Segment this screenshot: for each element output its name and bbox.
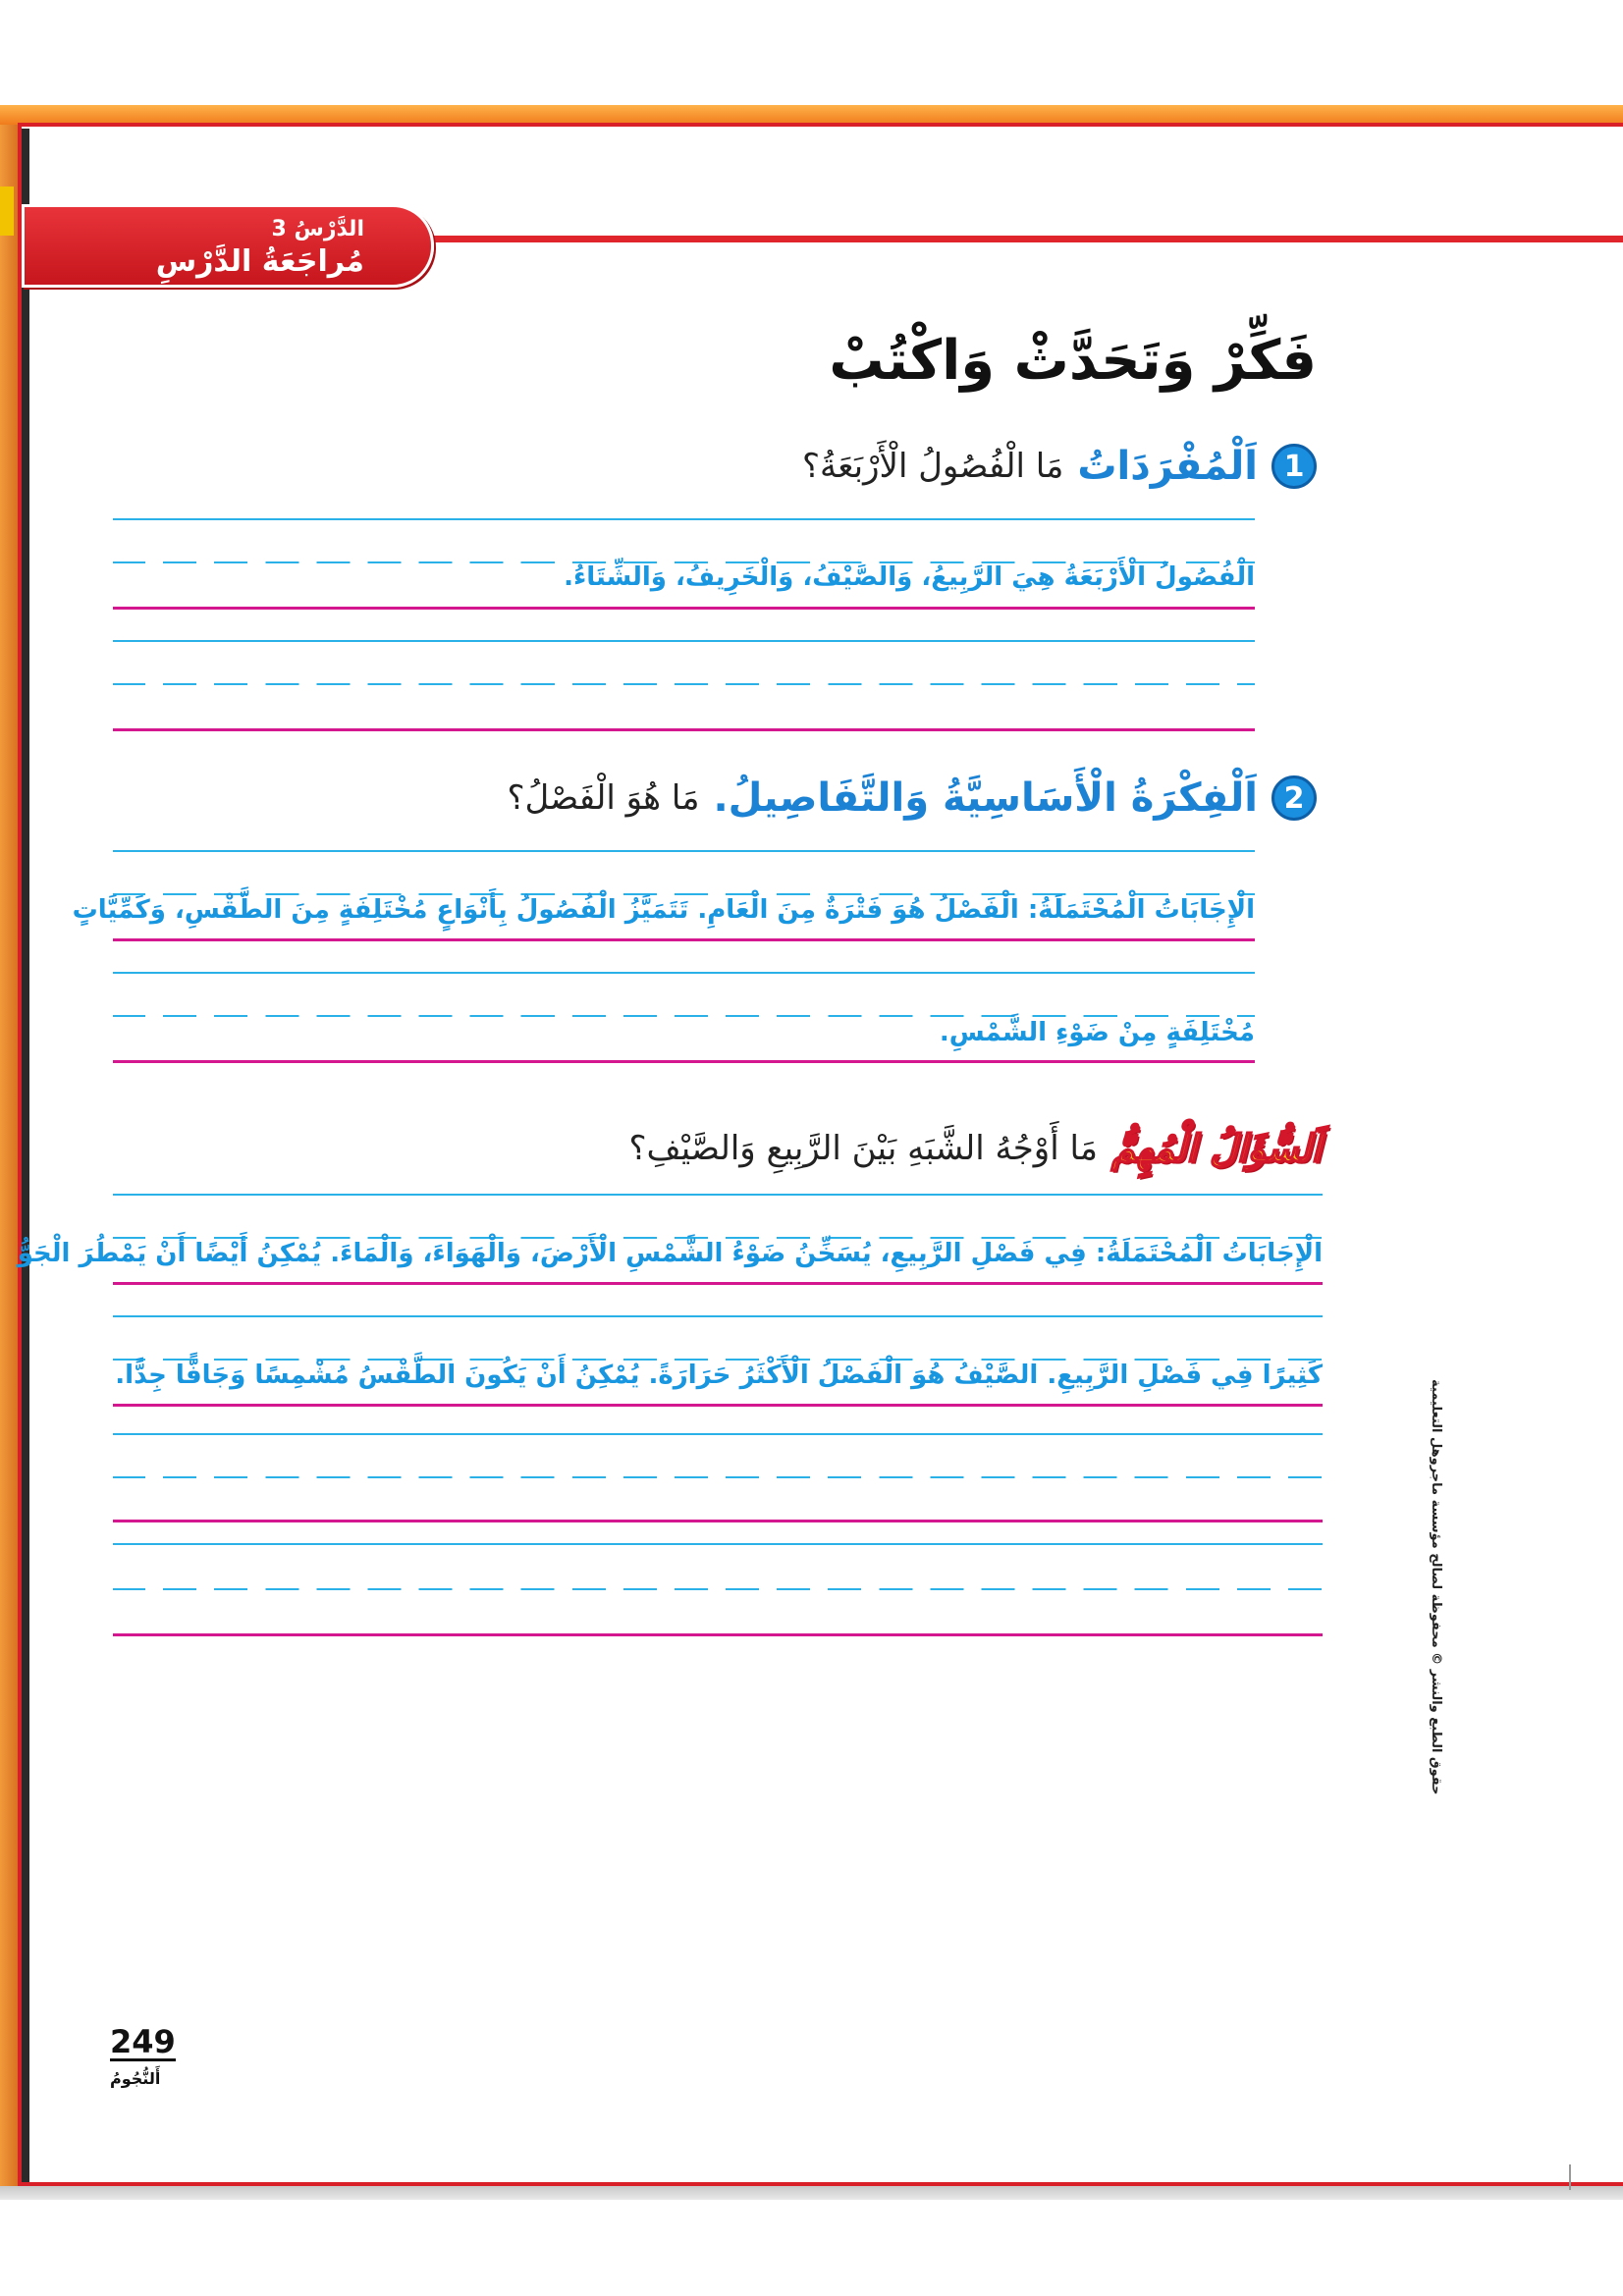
essential-question-badge: اَلسُّؤَالُ الْمُهِمُّ: [1111, 1127, 1322, 1170]
writing-line-mid: [113, 1476, 1323, 1478]
writing-line-top: [113, 1315, 1323, 1317]
header-rule: [412, 236, 1623, 242]
lesson-review-title: مُراجَعَةُ الدَّرْسِ: [155, 244, 364, 279]
question-text: مَا أَوْجُهُ الشَّبَهِ بَيْنَ الرَّبِيعِ وَالصَّيْفِ؟: [628, 1129, 1099, 1168]
essential-question: [628, 1127, 1322, 1170]
question-text: مَا هُوَ الْفَصْلُ؟: [507, 778, 700, 818]
page-top-border: [0, 105, 1623, 125]
question-label: اَلْمُفْرَدَاتُ: [1077, 444, 1258, 489]
unit-topic: أَلنُّجُومُ: [110, 2069, 161, 2088]
answer-text: الْفُصُولُ الْأَرْبَعَةُ هِيَ الرَّبِيعُ، وَالصَّيْفُ، وَالْخَرِيفُ، وَالشِّتَاءُ.: [564, 562, 1255, 592]
writing-line-base: [113, 607, 1255, 610]
lesson-number: الدَّرْسُ 3: [271, 217, 364, 241]
writing-line-mid: [113, 1588, 1323, 1590]
answer-text: مُخْتَلِفَةٍ مِنْ ضَوْءِ الشَّمْسِ.: [939, 1018, 1255, 1047]
question-2: [508, 775, 1317, 821]
writing-line-mid: [113, 683, 1255, 685]
writing-line-top: [113, 1543, 1323, 1545]
writing-line-base: [113, 1282, 1323, 1285]
divider: [1569, 2164, 1571, 2190]
writing-line-top: [113, 640, 1255, 642]
question-1: [802, 444, 1317, 489]
question-number-badge: 1: [1271, 444, 1317, 489]
writing-line-top: [113, 518, 1255, 520]
side-tab-marker: [0, 187, 14, 236]
question-label: اَلْفِكْرَةُ الْأَسَاسِيَّةُ وَالتَّفَاصِيلُ.: [713, 775, 1258, 821]
question-number-badge: 2: [1271, 775, 1317, 821]
answer-text: كَثِيرًا فِي فَصْلِ الرَّبِيعِ. الصَّيْفُ هُوَ الْفَصْلُ الْأَكْثَرُ حَرَارَةً. يُمْكِنُ أَنْ يَكُونَ الطَّقْسُ مُشْمِسًا وَجَافًّا جِدًّا.: [115, 1361, 1323, 1390]
page-number: 249: [110, 2023, 176, 2060]
writing-line-mid: [113, 1015, 1255, 1017]
writing-line-base: [113, 1060, 1255, 1063]
copyright-notice: [1426, 1379, 1443, 1929]
writing-line-top: [113, 972, 1255, 974]
page-inner-left-edge: [22, 129, 29, 2182]
writing-line-top: [113, 1433, 1323, 1435]
writing-line-top: [113, 1194, 1323, 1196]
writing-line-base: [113, 1404, 1323, 1407]
writing-line-base: [113, 1633, 1323, 1636]
writing-line-base: [113, 938, 1255, 941]
answer-text: الْإِجَابَاتُ الْمُحْتَمَلَةُ: فِي فَصْلِ الرَّبِيعِ، يُسَخِّنُ ضَوْءُ الشَّمْسِ الْأَرْضَ، وَالْهَوَاءَ، وَالْمَاءَ. يُمْكِنُ أَيْضًا أَنْ يَمْطُرَ الْجَوُّ: [17, 1239, 1323, 1268]
writing-line-top: [113, 850, 1255, 852]
writing-line-base: [113, 1520, 1323, 1522]
lesson-header-tab: [22, 204, 434, 288]
question-text: مَا الْفُصُولُ الْأَرْبَعَةُ؟: [802, 447, 1064, 486]
page-title: فَكِّرْ وَتَحَدَّثْ وَاكْتُبْ: [829, 329, 1317, 393]
page-bottom-shadow: [0, 2186, 1623, 2200]
copyright-text: حقوق الطبع والنشر © محفوظة لصالح مؤسسة ماجروهل التعليمية: [1429, 1379, 1443, 1795]
answer-text: الْإِجَابَاتُ الْمُحْتَمَلَةُ: الْفَصْلُ هُوَ فَتْرَةٌ مِنَ الْعَامِ. تَتَمَيَّزُ الْفُصُولُ بِأَنْوَاعٍ مُخْتَلِفَةٍ مِنَ الطَّقْسِ، وَكَمِّيَّاتٍ: [72, 895, 1255, 925]
writing-line-base: [113, 728, 1255, 731]
